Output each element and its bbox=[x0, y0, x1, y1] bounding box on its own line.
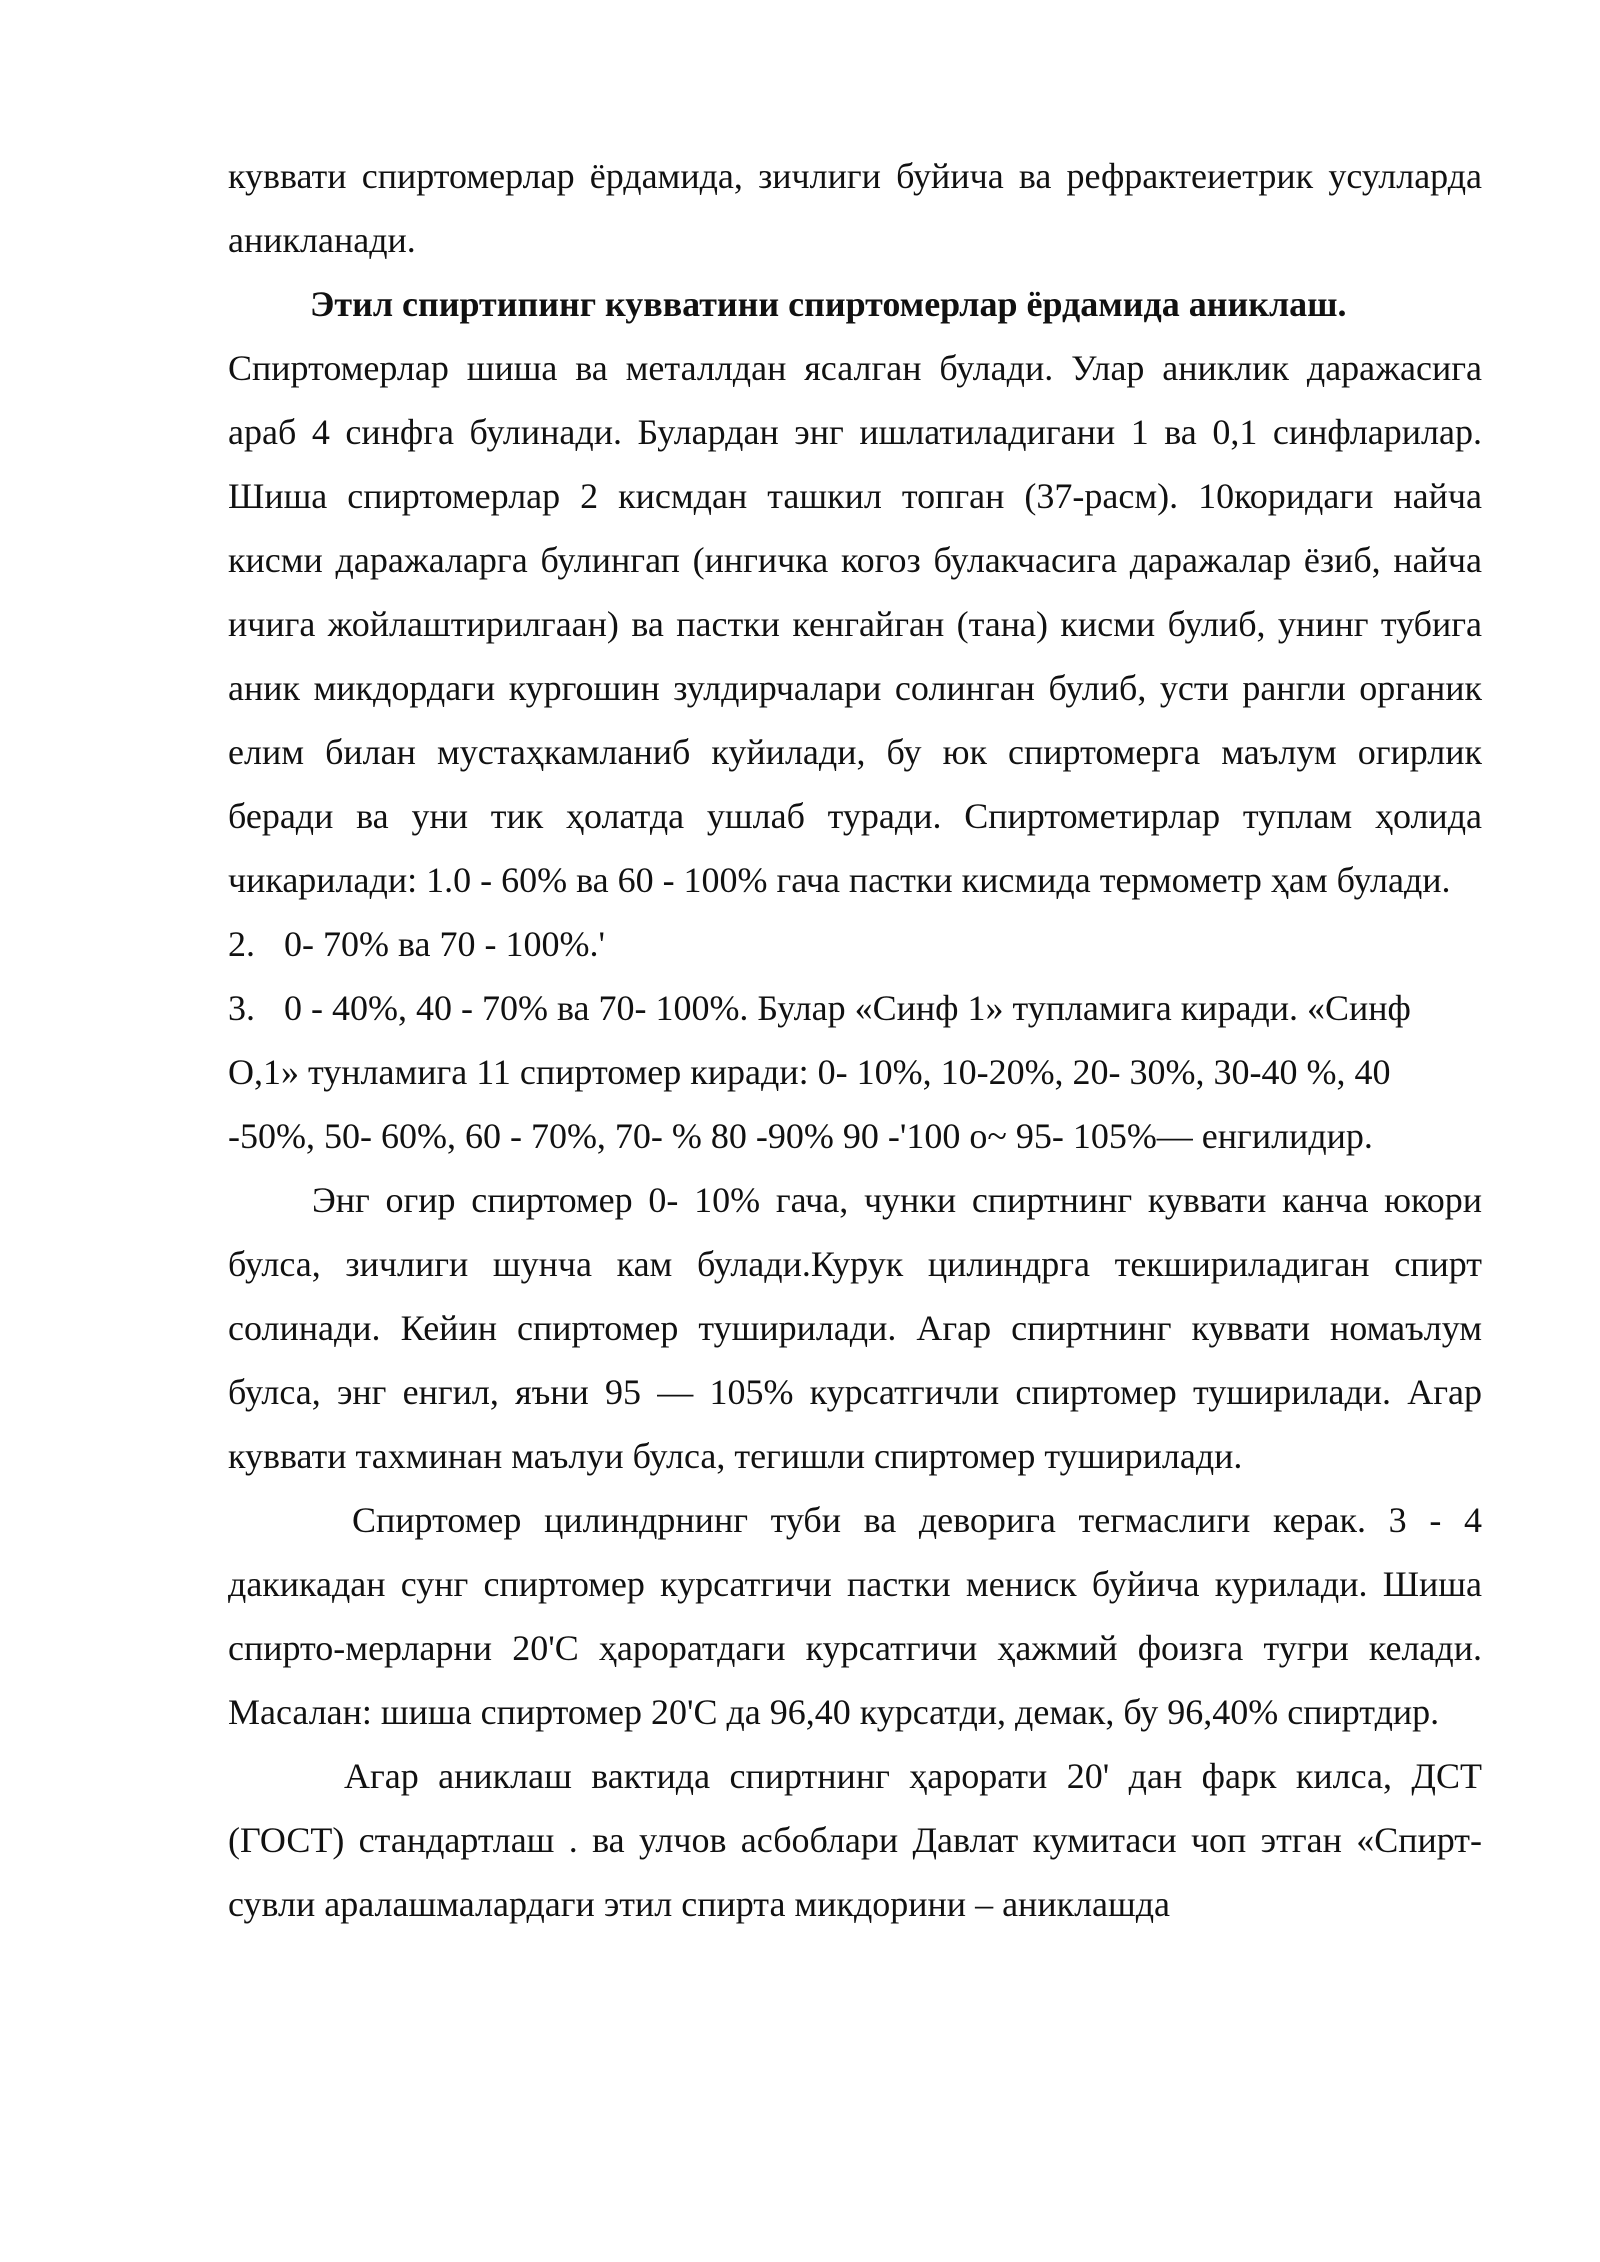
list-item-number: 2. bbox=[228, 924, 255, 964]
section-heading: Этил спиртипинг кувватини спиртомерлар ёрдамида аниклаш. bbox=[310, 284, 1347, 324]
list-continuation-line: -50%, 50- 60%, 60 - 70%, 70- % 80 -90% 90 -'100 о~ 95- 105%— енгилидир. bbox=[228, 1116, 1373, 1156]
list-item-number: 3. bbox=[228, 988, 255, 1028]
paragraph-description: Спиртомерлар шиша ва металлдан ясалган булади. Улар аниклик даражасига араб 4 синфга булинади. Булардан энг ишлатиладигани 1 ва 0,1 синфларилар. Шиша спиртомерлар 2 кисмдан ташкил топган (37-расм). 10коридаги найча кисми даражаларга булингап (ингичка когоз булакчасига даражалар ёзиб, найча ичига жойлаштирилгаан) ва пастки кенгайган (тана) кисми булиб, унинг тубига аник микдордаги кургошин зулдирчалари солинган булиб, усти рангли органик елим билан мустаҳкамланиб куйилади, бу юк спиртомерга маълум огирлик беради ва уни тик ҳолатда ушлаб туради. Спиртометирлар туплам ҳолида чикарилади: 1.0 - 60% ва 60 - 100% гача пастки кисмида термометр ҳам булади. bbox=[228, 348, 1482, 900]
list-item bbox=[228, 912, 1482, 976]
list-item-text: 0- 70% ва 70 - 100%.' bbox=[284, 924, 605, 964]
paragraph-cylinder: Спиртомер цилиндрнинг туби ва деворига тегмаслиги керак. 3 - 4 дакикадан сунг спиртомер курсатгичи пастки мениск буйича курилади. Шиша спирто-мерларни 20'С ҳароратдаги курсатгичи ҳажмий фоизга тугри келади. Масалан: шиша спиртомер 20'С да 96,40 курсатди, демак, бу 96,40% спиртдир. bbox=[228, 1500, 1482, 1732]
document-body bbox=[228, 144, 1482, 1936]
paragraph-temperature: Агар аниклаш вактида спиртнинг ҳарорати 20' дан фарк килса, ДСТ (ГОСТ) стандартлаш . ва улчов асбоблари Давлат кумитаси чоп этган «Спирт-сувли аралашмалардаги этил спирта микдорини – аниклашда bbox=[228, 1756, 1482, 1924]
list-item bbox=[228, 976, 1482, 1040]
list-item-text: 0 - 40%, 40 - 70% ва 70- 100%. Булар «Синф 1» тупламига киради. «Синф bbox=[284, 988, 1411, 1028]
list-continuation-line: О,1» тунламига 11 спиртомер киради: 0- 10%, 10-20%, 20- 30%, 30-40 %, 40 bbox=[228, 1052, 1391, 1092]
paragraph-heaviest-meter: Энг огир спиртомер 0- 10% гача, чунки спиртнинг куввати канча юкори булса, зичлиги шунча кам булади.Курук цилиндрга текшириладиган спирт солинади. Кейин спиртомер туширилади. Агар спиртнинг куввати номаълум булса, энг енгил, яъни 95 — 105% курсатгичли спиртомер туширилади. Агар куввати тахминан маълуи булса, тегишли спиртомер туширилади. bbox=[228, 1180, 1482, 1476]
paragraph-intro: куввати спиртомерлар ёрдамида, зичлиги буйича ва рефрактеиетрик усулларда аникланади. bbox=[228, 156, 1482, 260]
